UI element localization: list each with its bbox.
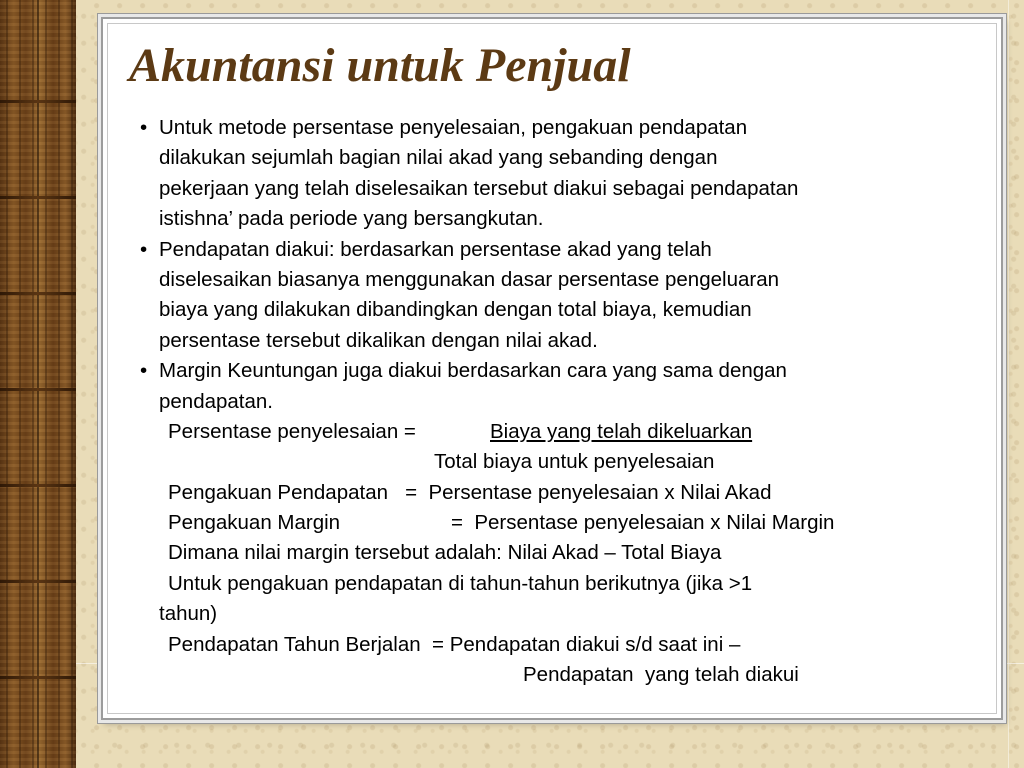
formula-text: Dimana nilai margin tersebut adalah: Nilai Akad – Total Biaya — [168, 541, 722, 565]
wood-joint — [0, 676, 76, 679]
bullet-line: Untuk metode persentase penyelesaian, pengakuan pendapatan — [159, 116, 748, 139]
formula-text: Pengakuan Pendapatan = Persentase penyelesaian x Nilai Akad — [168, 480, 772, 504]
slide-title: Akuntansi untuk Penjual — [129, 39, 631, 92]
formula-persentase — [159, 417, 980, 447]
bullet-line: istishna’ pada periode yang bersangkutan. — [159, 207, 544, 231]
wood-joint — [0, 580, 76, 583]
background-line — [1008, 0, 1009, 768]
wood-joint — [0, 292, 76, 295]
bullet-marker: • — [140, 359, 148, 383]
bullet-line: dilakukan sejumlah bagian nilai akad yang sebanding dengan — [159, 146, 718, 170]
slide-body — [140, 113, 980, 690]
formula-text: tahun) — [159, 602, 218, 626]
formula-tahun-berjalan — [159, 630, 980, 660]
wood-divider — [37, 0, 39, 768]
bullet-line: diselesaikan biasanya menggunakan dasar persentase pengeluaran — [159, 267, 779, 291]
bullet-line: pendapatan. — [159, 389, 274, 413]
bullet-line: biaya yang dilakukan dibandingkan dengan total biaya, kemudian — [159, 298, 752, 322]
formula-text: Pendapatan yang telah diakui — [523, 663, 799, 687]
formula-text: Pendapatan Tahun Berjalan = Pendapatan diakui s/d saat ini – — [168, 632, 741, 656]
formula-untuk-cont — [159, 599, 980, 629]
formula-denominator-row — [159, 447, 980, 477]
bullet-line: Pendapatan diakui: berdasarkan persentase akad yang telah — [159, 237, 712, 261]
bullet-line: persentase tersebut dikalikan dengan nilai akad. — [159, 328, 598, 352]
formula-value: = Persentase penyelesaian x Nilai Margin — [451, 511, 835, 535]
formula-pengakuan-pendapatan — [159, 478, 980, 508]
wood-joint — [0, 196, 76, 199]
formula-label: Pengakuan Margin — [168, 511, 341, 535]
formula-denominator: Total biaya untuk penyelesaian — [434, 450, 715, 474]
formula-untuk — [159, 569, 980, 599]
formula-text: Untuk pengakuan pendapatan di tahun-tahun berikutnya (jika >1 — [168, 571, 753, 595]
bullet-line: pekerjaan yang telah diselesaikan tersebut diakui sebagai pendapatan — [159, 176, 799, 200]
formula-pengakuan-margin — [159, 508, 980, 538]
wood-joint — [0, 100, 76, 103]
wood-border-strip — [0, 0, 76, 768]
formula-label: Persentase penyelesaian = — [168, 419, 416, 443]
bullet-item — [140, 113, 980, 235]
bullet-item — [140, 235, 980, 357]
bullet-item — [140, 356, 980, 690]
formula-tahun-berjalan-cont — [159, 660, 980, 690]
bullet-line: Margin Keuntungan juga diakui berdasarkan cara yang sama dengan — [159, 359, 787, 383]
formula-numerator: Biaya yang telah dikeluarkan — [490, 419, 753, 443]
wood-joint — [0, 484, 76, 487]
formula-dimana — [159, 538, 980, 568]
bullet-marker: • — [140, 116, 148, 139]
bullet-marker: • — [140, 237, 148, 261]
wood-joint — [0, 388, 76, 391]
